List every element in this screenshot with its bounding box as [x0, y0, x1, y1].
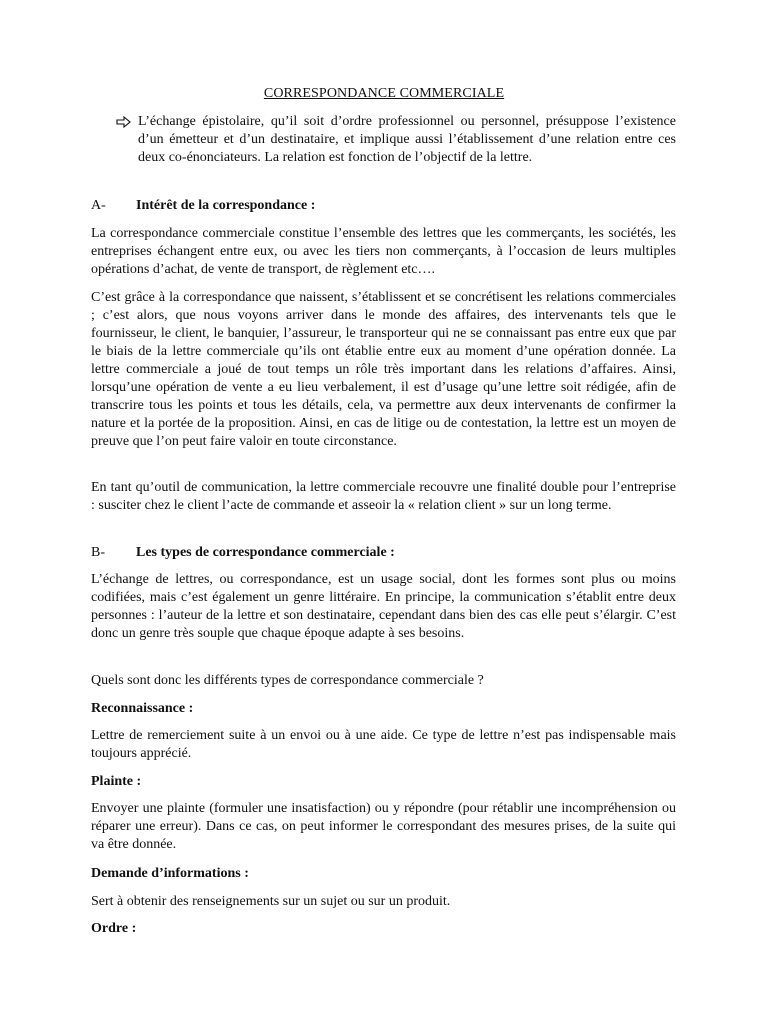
section-a-heading — [91, 197, 676, 215]
type-text-plainte: Envoyer une plainte (formuler une insatisfaction) ou y répondre (pour rétablir une incompréhension ou réparer une erreur). Dans ce cas, on peut informer le correspondant des mesures prises, de la suite qui va être donnée. — [91, 801, 676, 852]
paragraph: En tant qu’outil de communication, la lettre commerciale recouvre une finalité double pour l’entreprise : susciter chez le client l’acte de commande et asseoir la « relation client » sur un long terme. — [91, 480, 676, 513]
type-text-reconnaissance: Lettre de remerciement suite à un envoi ou à une aide. Ce type de lettre n’est pas indispensable mais toujours apprécié. — [91, 728, 676, 761]
intro-bullet — [116, 113, 676, 167]
paragraph: La correspondance commerciale constitue l’ensemble des lettres que les commerçants, les sociétés, les entreprises échangent entre eux, ou avec les tiers non commerçants, à l’occasion de leurs multiples opérations d’achat, de vente de transport, de règlement etc…. — [91, 226, 676, 277]
paragraph: Quels sont donc les différents types de correspondance commerciale ? — [91, 673, 484, 688]
intro-bullet-text: L’échange épistolaire, qu’il soit d’ordre professionnel ou personnel, présuppose l’existence d’un émetteur et d’un destinataire, et implique aussi l’établissement d’une relation entre ces deux co-énonciateurs. La relation est fonction de l’objectif de la lettre. — [138, 114, 676, 165]
paragraph: L’échange de lettres, ou correspondance, est un usage social, dont les formes sont plus ou moins codifiées, mais c’est également un genre littéraire. En principe, la communication s’établit entre deux personnes : l’auteur de la lettre et son destinataire, cependant dans bien des cas elle peut s’élargir. C’est donc un genre très souple que chaque époque adapte à ses besoins. — [91, 572, 676, 641]
type-text-demande-informations: Sert à obtenir des renseignements sur un sujet ou sur un produit. — [91, 894, 451, 909]
type-heading-demande-informations: Demande d’informations : — [91, 866, 249, 881]
type-heading-plainte: Plainte : — [91, 774, 142, 789]
paragraph: C’est grâce à la correspondance que naissent, s’établissent et se concrétisent les relations commerciales ; c’est alors, que nous voyons arriver dans le monde des affaires, des intervenants tels que le fournisseur, le client, le banquier, l’assureur, le transporteur qui ne se connaissant pas entre eux que par le biais de la lettre commerciale qu’ils ont établie entre eux au moment d’une opération donnée. La lettre commerciale a joué de tout temps un rôle très important dans les relations d’affaires. Ainsi, lorsqu’une opération de vente a eu lieu verbalement, il est d’usage qu’une lettre soit rédigée, afin de transcrire tous les points et tous les détails, cela, va permettre aux deux intervenants de confirmer la nature et la portée de la proposition. Ainsi, en cas de litige ou de contestation, la lettre est un moyen de preuve que l’on peut faire valoir en toute circonstance. — [91, 290, 676, 449]
section-b-heading — [91, 544, 676, 562]
type-heading-ordre: Ordre : — [91, 921, 137, 936]
section-a-letter: A- — [91, 198, 106, 213]
section-b-letter: B- — [91, 545, 105, 560]
document-title: CORRESPONDANCE COMMERCIALE — [263, 86, 505, 101]
section-b-title: Les types de correspondance commerciale : — [136, 545, 395, 560]
section-a-title: Intérêt de la correspondance : — [136, 198, 316, 213]
outline-right-arrow-icon — [116, 113, 132, 131]
type-heading-reconnaissance: Reconnaissance : — [91, 701, 194, 716]
